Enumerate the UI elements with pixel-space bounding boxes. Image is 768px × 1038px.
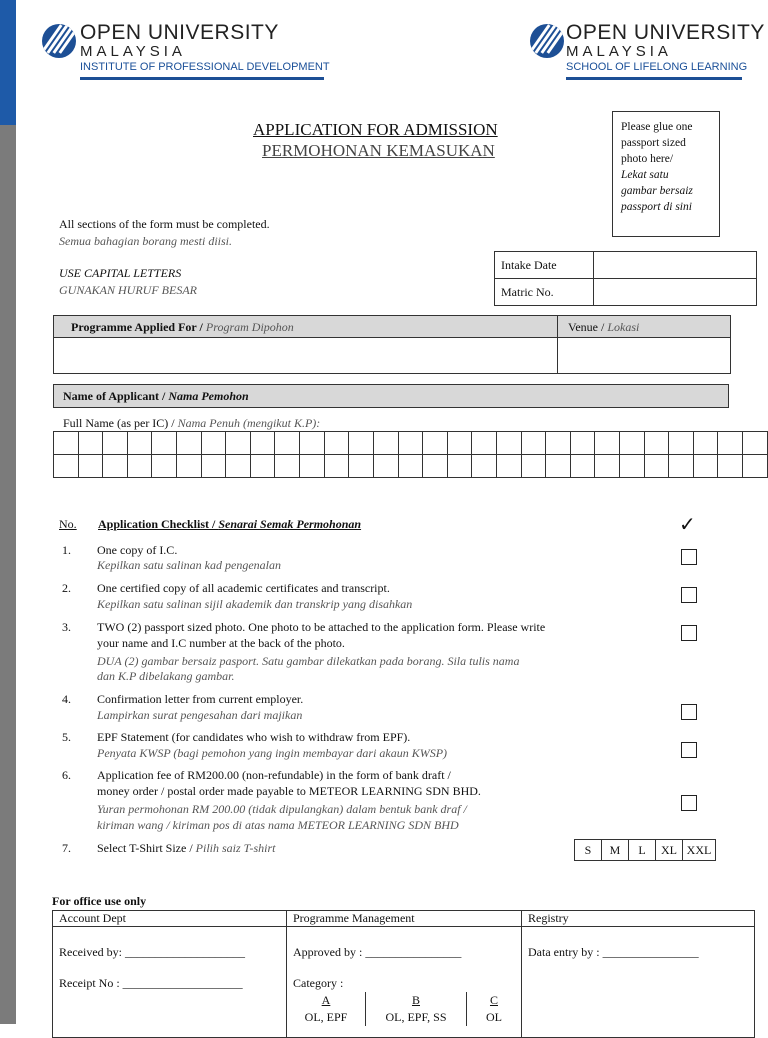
item-text: One certified copy of all academic certificates and transcript. <box>97 581 390 595</box>
item-number: 2. <box>62 581 71 595</box>
name-letter-box[interactable] <box>644 455 669 478</box>
item-text-ms: Yuran permohonan RM 200.00 (tidak dipulangkan) dalam bentuk bank draf / <box>97 802 467 816</box>
name-letter-box[interactable] <box>127 432 152 455</box>
received-by-field[interactable]: Received by: ____________________ <box>59 945 245 959</box>
capital-letters-note-ms: GUNAKAN HURUF BESAR <box>59 283 197 297</box>
right-logo <box>530 22 765 80</box>
name-letter-box[interactable] <box>103 455 128 478</box>
programme-label-ms: Program Dipohon <box>205 320 294 334</box>
name-letter-box[interactable] <box>447 455 472 478</box>
name-letter-box[interactable] <box>693 455 718 478</box>
photo-text: gambar bersaiz <box>621 185 693 197</box>
name-letter-box[interactable] <box>324 432 349 455</box>
item-text-ms: Pilih saiz T-shirt <box>195 841 276 855</box>
name-letter-box[interactable] <box>349 455 374 478</box>
name-letter-box[interactable] <box>472 432 497 455</box>
name-letter-box[interactable] <box>521 432 546 455</box>
name-letter-box[interactable] <box>201 432 226 455</box>
item-checkbox[interactable] <box>681 704 697 720</box>
logo-line3: SCHOOL OF LIFELONG LEARNING <box>566 61 748 73</box>
logo-line2: MALAYSIA <box>566 43 672 60</box>
name-letter-box[interactable] <box>423 455 448 478</box>
size-option-xl[interactable]: XL <box>656 840 683 861</box>
checklist-title-ms: Senarai Semak Permohonan <box>218 517 362 531</box>
logo-line1: OPEN UNIVERSITY <box>80 21 279 44</box>
name-letter-box[interactable] <box>620 432 645 455</box>
full-name-label-ms: Nama Penuh (mengikut K.P): <box>177 416 321 430</box>
programme-field[interactable] <box>53 337 558 374</box>
category-c[interactable]: C <box>467 992 522 1009</box>
name-letter-box[interactable] <box>595 432 620 455</box>
item-text: your name and I.C number at the back of the photo. <box>97 636 345 650</box>
category-a[interactable]: A <box>287 992 366 1009</box>
name-letter-box[interactable] <box>496 455 521 478</box>
name-letter-box[interactable] <box>546 455 571 478</box>
oum-logo-icon <box>42 24 76 58</box>
category-a-desc: OL, EPF <box>287 1009 366 1026</box>
item-text-ms: Kepilkan satu salinan kad pengenalan <box>97 558 281 572</box>
name-letter-box[interactable] <box>226 455 251 478</box>
form-title: APPLICATION FOR ADMISSION <box>253 120 498 139</box>
checkmark-icon: ✓ <box>679 514 696 536</box>
programme-management-header: Programme Management <box>287 911 522 927</box>
category-label: Category : <box>293 976 344 990</box>
matric-no-label: Matric No. <box>495 279 594 306</box>
registry-header: Registry <box>522 911 755 927</box>
name-letter-box[interactable] <box>743 455 768 478</box>
full-name-label: Full Name (as per IC) / <box>63 416 178 430</box>
name-letter-box[interactable] <box>373 455 398 478</box>
name-letter-box[interactable] <box>423 432 448 455</box>
instruction-en: All sections of the form must be completed. <box>59 217 270 231</box>
name-letter-box[interactable] <box>373 432 398 455</box>
item-text-ms: kiriman wang / kiriman pos di atas nama METEOR LEARNING SDN BHD <box>97 818 459 832</box>
name-letter-box[interactable] <box>669 432 694 455</box>
applicant-header <box>53 384 729 408</box>
programme-label: Programme Applied For / <box>71 320 206 334</box>
name-letter-box[interactable] <box>152 432 177 455</box>
intake-date-field[interactable] <box>594 252 757 279</box>
name-letter-box[interactable] <box>398 455 423 478</box>
form-title-ms: PERMOHONAN KEMASUKAN <box>262 141 495 160</box>
receipt-no-field[interactable]: Receipt No : ____________________ <box>59 976 243 990</box>
item-text-ms: Lampirkan surat pengesahan dari majikan <box>97 708 303 722</box>
name-letter-box[interactable] <box>718 455 743 478</box>
name-letter-box[interactable] <box>398 432 423 455</box>
item-number: 6. <box>62 768 71 782</box>
name-letter-box[interactable] <box>177 432 202 455</box>
name-letter-box[interactable] <box>570 432 595 455</box>
name-letter-box[interactable] <box>349 432 374 455</box>
name-letter-box[interactable] <box>226 432 251 455</box>
item-number: 3. <box>62 620 71 634</box>
name-letter-box[interactable] <box>743 432 768 455</box>
applicant-label-ms: Nama Pemohon <box>168 389 249 403</box>
item-text-ms: Penyata KWSP (bagi pemohon yang ingin membayar dari akaun KWSP) <box>97 746 448 760</box>
name-letter-box[interactable] <box>644 432 669 455</box>
name-letter-box[interactable] <box>275 432 300 455</box>
full-name-grid[interactable] <box>53 431 768 478</box>
capital-letters-note: USE CAPITAL LETTERS <box>59 266 182 280</box>
intake-table <box>494 251 757 306</box>
size-option-l[interactable]: L <box>629 840 656 861</box>
name-letter-box[interactable] <box>570 455 595 478</box>
name-letter-box[interactable] <box>669 455 694 478</box>
office-use-title: For office use only <box>52 894 147 908</box>
applicant-label: Name of Applicant / <box>63 389 169 403</box>
item-text: One copy of I.C. <box>97 543 178 557</box>
matric-no-field[interactable] <box>594 279 757 306</box>
name-letter-box[interactable] <box>152 455 177 478</box>
data-entry-by-field[interactable]: Data entry by : ________________ <box>528 945 699 959</box>
name-letter-box[interactable] <box>718 432 743 455</box>
category-b-desc: OL, EPF, SS <box>366 1009 467 1026</box>
name-letter-box[interactable] <box>546 432 571 455</box>
left-logo <box>42 22 330 80</box>
name-letter-box[interactable] <box>103 432 128 455</box>
item-checkbox[interactable] <box>681 549 697 565</box>
venue-label: Venue / <box>568 320 608 334</box>
logo-line2: MALAYSIA <box>80 43 186 60</box>
item-text: Select T-Shirt Size / <box>97 841 196 855</box>
item-checkbox[interactable] <box>681 742 697 758</box>
name-letter-box[interactable] <box>250 432 275 455</box>
instruction-ms: Semua bahagian borang mesti diisi. <box>59 234 232 248</box>
item-text-ms: DUA (2) gambar bersaiz pasport. Satu gambar dilekatkan pada borang. Sila tulis nama <box>97 654 520 668</box>
name-letter-box[interactable] <box>595 455 620 478</box>
name-letter-box[interactable] <box>127 455 152 478</box>
name-letter-box[interactable] <box>300 455 325 478</box>
name-letter-box[interactable] <box>496 432 521 455</box>
left-blue-bar <box>0 0 16 125</box>
name-letter-box[interactable] <box>693 432 718 455</box>
name-letter-box[interactable] <box>447 432 472 455</box>
item-number: 4. <box>62 692 71 706</box>
name-letter-box[interactable] <box>201 455 226 478</box>
left-gray-bar <box>0 125 16 1024</box>
category-b[interactable]: B <box>366 992 467 1009</box>
checklist-title: Application Checklist / <box>98 517 219 531</box>
category-table <box>286 992 522 1026</box>
account-dept-header: Account Dept <box>53 911 287 927</box>
photo-text: passport sized <box>621 137 686 149</box>
intake-date-label: Intake Date <box>495 252 594 279</box>
logo-rule <box>80 77 324 80</box>
logo-line1: OPEN UNIVERSITY <box>566 21 765 44</box>
name-letter-box[interactable] <box>275 455 300 478</box>
name-letter-box[interactable] <box>78 432 103 455</box>
photo-text: Lekat satu <box>621 169 669 181</box>
name-letter-box[interactable] <box>177 455 202 478</box>
venue-label-ms: Lokasi <box>607 320 640 334</box>
size-option-m[interactable]: M <box>602 840 629 861</box>
item-checkbox[interactable] <box>681 625 697 641</box>
item-checkbox[interactable] <box>681 795 697 811</box>
item-text: money order / postal order made payable to METEOR LEARNING SDN BHD. <box>97 784 481 798</box>
photo-box <box>612 111 720 237</box>
name-letter-box[interactable] <box>324 455 349 478</box>
name-letter-box[interactable] <box>54 455 79 478</box>
item-checkbox[interactable] <box>681 587 697 603</box>
name-letter-box[interactable] <box>250 455 275 478</box>
item-text: TWO (2) passport sized photo. One photo to be attached to the application form. Please write <box>97 620 546 634</box>
photo-text: passport di sini <box>621 201 692 213</box>
item-number: 1. <box>62 543 71 557</box>
category-c-desc: OL <box>467 1009 522 1026</box>
photo-text: Please glue one <box>621 121 693 133</box>
photo-text: photo here/ <box>621 153 674 165</box>
name-letter-box[interactable] <box>620 455 645 478</box>
approved-by-field[interactable]: Approved by : ________________ <box>293 945 462 959</box>
item-text: EPF Statement (for candidates who wish to withdraw from EPF). <box>97 730 411 744</box>
venue-field[interactable] <box>557 337 731 374</box>
name-letter-box[interactable] <box>521 455 546 478</box>
item-number: 7. <box>62 841 71 855</box>
item-number: 5. <box>62 730 71 744</box>
item-text-ms: dan K.P dibelakang gambar. <box>97 669 235 683</box>
tshirt-size-selector <box>574 839 716 861</box>
logo-line3: INSTITUTE OF PROFESSIONAL DEVELOPMENT <box>80 61 330 73</box>
oum-logo-icon <box>530 24 564 58</box>
item-text: Application fee of RM200.00 (non-refundable) in the form of bank draft / <box>97 768 451 782</box>
programme-header <box>53 315 731 338</box>
size-option-s[interactable]: S <box>575 840 602 861</box>
item-text: Confirmation letter from current employer. <box>97 692 304 706</box>
name-letter-box[interactable] <box>78 455 103 478</box>
logo-rule <box>566 77 742 80</box>
item-text-ms: Kepilkan satu salinan sijil akademik dan transkrip yang disahkan <box>97 597 413 611</box>
name-letter-box[interactable] <box>54 432 79 455</box>
checklist-no-label: No. <box>59 517 77 531</box>
size-option-xxl[interactable]: XXL <box>683 840 716 861</box>
name-letter-box[interactable] <box>472 455 497 478</box>
name-letter-box[interactable] <box>300 432 325 455</box>
